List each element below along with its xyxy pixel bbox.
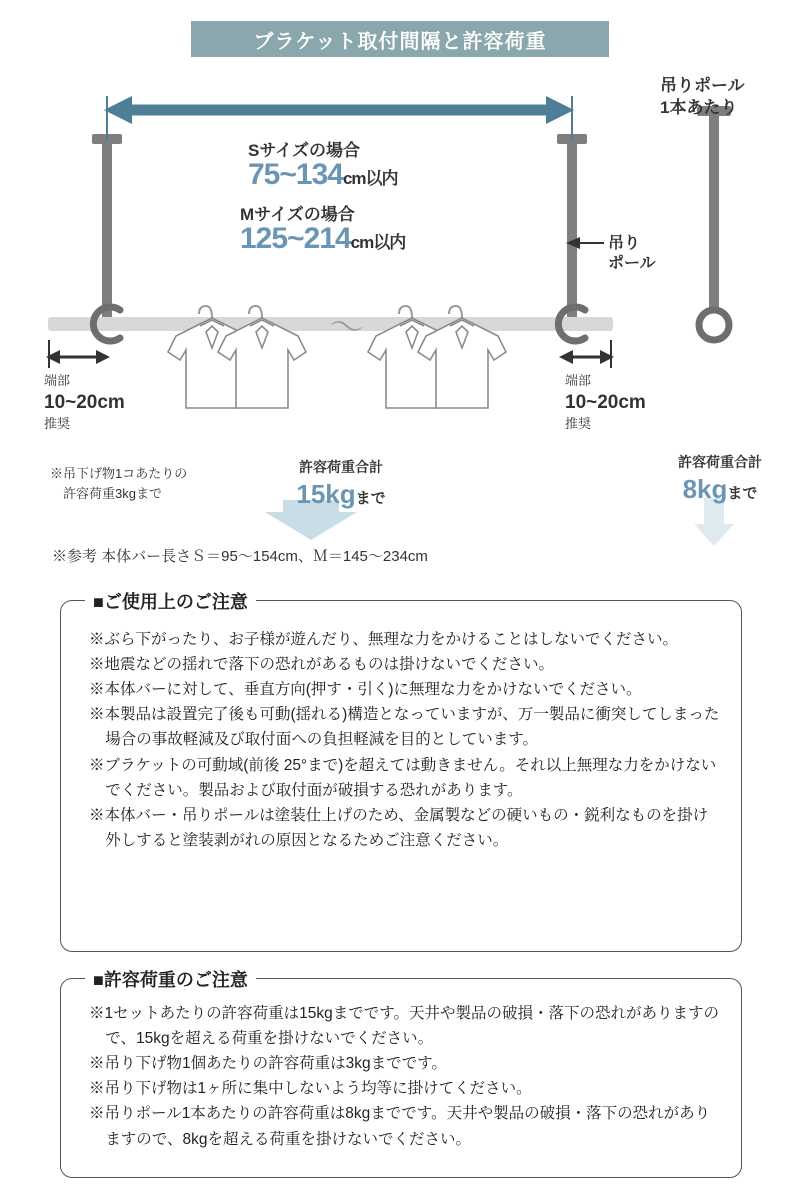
list-item: ※1セットあたりの許容荷重は15kgまでです。天井や製品の破損・落下の恐れがありますので、15kgを超える荷重を掛けないでください。 <box>89 1005 719 1048</box>
total-load-pole-value <box>655 474 785 505</box>
list-item: ※吊り下げ物は1ヶ所に集中しないよう均等に掛けてください。 <box>89 1080 532 1098</box>
span-arrow <box>104 96 574 140</box>
load-notes-box <box>60 970 742 1178</box>
hang-pole-mid-line1: 吊り <box>608 235 641 252</box>
size-m-value <box>240 222 405 256</box>
list-item: ※吊り下げ物1個あたりの許容荷重は3kgまでです。 <box>89 1055 447 1073</box>
end-left-value: 10~20cm <box>44 391 125 413</box>
total-load-pole-label: 許容荷重合計 <box>678 454 762 470</box>
list-item: ※吊りポール1本あたりの許容荷重は8kgまでです。天井や製品の破損・落下の恐れがありますので、8kgを超える荷重を掛けないでください。 <box>89 1105 711 1148</box>
end-left-sub: 推奨 <box>44 416 71 432</box>
end-right-label <box>565 372 646 433</box>
list-item: ※ぶら下がったり、お子様が遊んだり、無理な力をかけることはしないでください。 <box>89 631 679 648</box>
list-item: ※本体バー・吊りポールは塗装仕上げのため、金属製などの硬いもの・鋭利なものを掛け外しすると塗装剥がれの原因となるためご注意ください。 <box>89 806 709 849</box>
load-notes-list <box>89 1001 721 1152</box>
diagram-area <box>0 0 800 580</box>
list-item: ※ブラケットの可動域(前後 25°まで)を超えては動きません。それ以上無理な力をかけないでください。製品および取付面が破損する恐れがあります。 <box>89 756 717 799</box>
hang-pole-ring <box>699 310 729 340</box>
usage-notes-legend: ■ご使用上のご注意 <box>85 588 256 614</box>
end-arrow-left <box>46 340 110 368</box>
end-arrow-right <box>559 340 614 368</box>
total-load-bar-value <box>281 479 401 510</box>
hang-pole-top-line2: 1本あたり <box>660 98 738 118</box>
total-load-bar <box>281 457 401 510</box>
list-item: ※本体バーに対して、垂直方向(押す・引く)に無理な力をかけないでください。 <box>89 681 642 699</box>
end-right-sub: 推奨 <box>565 416 592 432</box>
usage-notes-box <box>60 592 742 952</box>
end-left-label <box>44 372 125 433</box>
size-s-value <box>248 158 398 192</box>
total-load-bar-suffix: まで <box>355 490 386 507</box>
total-load-bar-label: 許容荷重合計 <box>299 459 383 475</box>
pole-right <box>567 140 577 320</box>
load-notes-legend: ■許容荷重のご注意 <box>85 966 256 992</box>
per-item-load-note-line1: ※吊下げ物1コあたりの <box>50 466 188 481</box>
hang-pole-top-label <box>660 75 745 119</box>
list-item: ※本製品は設置完了後も可動(揺れる)構造となっていますが、万一製品に衝突してしまった場合の事故軽減及び取付面への負担軽減を目的としています。 <box>89 706 720 749</box>
list-item: ※地震などの揺れで落下の恐れがあるものは掛けないでください。 <box>89 656 555 674</box>
size-s-unit: cm以内 <box>342 169 398 188</box>
size-m-label: Mサイズの場合 <box>240 205 355 224</box>
size-m-number: 125~214 <box>240 222 351 255</box>
per-item-load-note-line2: 許容荷重3kgまで <box>63 485 162 501</box>
pole-left <box>102 140 112 320</box>
size-s-label: Sサイズの場合 <box>248 141 360 160</box>
size-s-number: 75~134 <box>248 158 343 191</box>
page-title: ブラケット取付間隔と許容荷重 <box>191 21 609 57</box>
wave-break-icon: 〜 <box>325 305 367 351</box>
per-item-load-note <box>50 464 187 503</box>
total-load-pole-suffix: まで <box>727 485 758 502</box>
total-load-pole <box>655 452 785 505</box>
total-load-pole-number: 8kg <box>682 474 728 504</box>
size-m-unit: cm以内 <box>350 233 406 252</box>
total-load-bar-number: 15kg <box>296 479 356 509</box>
hang-pole-top-line1: 吊りポール <box>660 76 745 95</box>
usage-notes-list <box>89 627 721 853</box>
end-right-title: 端部 <box>565 373 592 388</box>
reference-note: ※参考 本体バー長さＳ＝95～154cm、Ｍ＝145～234cm <box>52 548 428 565</box>
hang-pole <box>709 112 719 310</box>
hang-pole-mid-label <box>608 234 656 274</box>
load-arrow-pole <box>694 498 734 546</box>
end-left-title: 端部 <box>44 373 71 388</box>
hang-pole-mid-line2: ポール <box>608 255 656 272</box>
end-right-value: 10~20cm <box>565 391 646 413</box>
